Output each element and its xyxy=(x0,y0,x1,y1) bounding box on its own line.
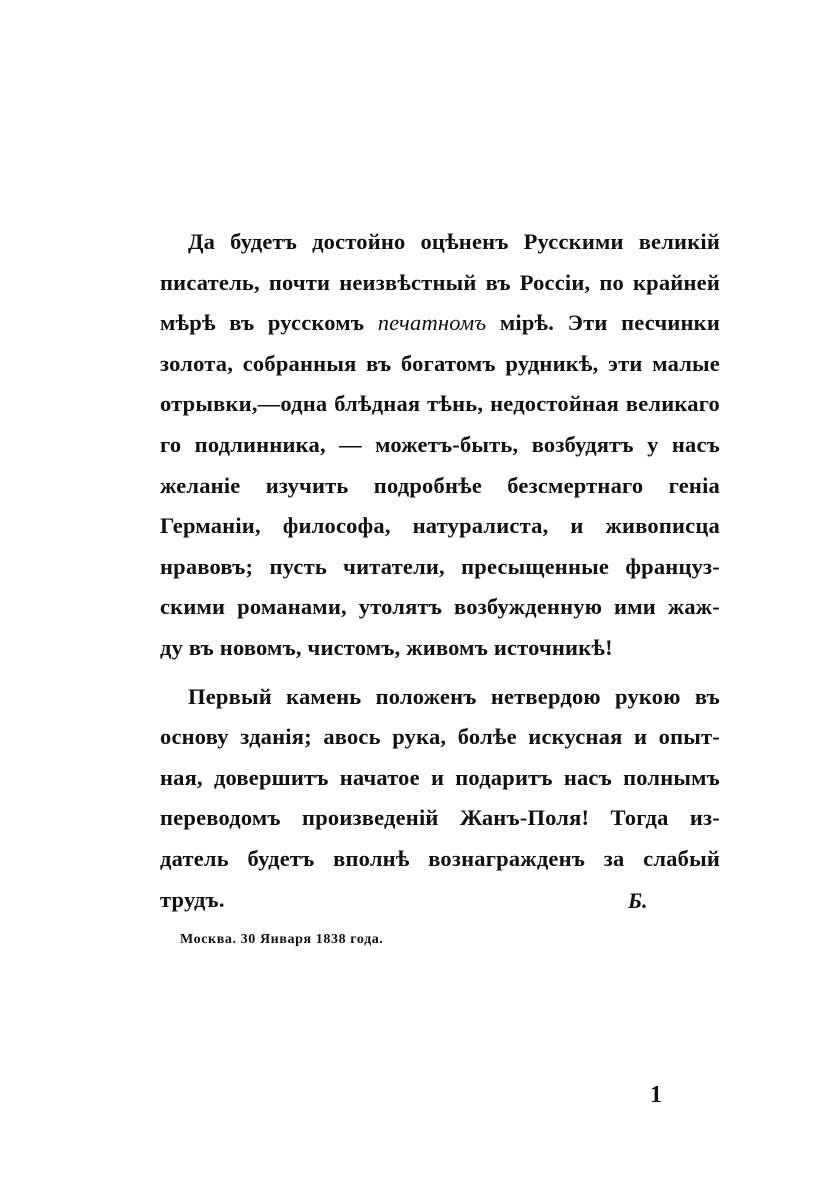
text-segment: мѣрѣ въ русскомъ xyxy=(160,310,378,336)
text-segment: мірѣ. Эти песчинки xyxy=(486,310,720,336)
text-line: нравовъ; пусть читатели, пресыщенные француз- xyxy=(160,553,720,579)
dateline: Москва. 30 Января 1838 года. xyxy=(180,932,384,947)
signature: Б. xyxy=(628,888,648,913)
main-text xyxy=(160,222,720,920)
text-line: переводомъ произведеній Жанъ-Поля! Тогда из- xyxy=(160,805,720,831)
text-line: основу зданія; авось рука, болѣе искусная и опыт- xyxy=(160,724,720,750)
text-line: отрывки,—одна блѣдная тѣнь, недостойная великаго xyxy=(160,391,720,417)
text-line: Первый камень положенъ нетвердою рукою въ xyxy=(188,683,720,709)
text-line: го подлинника, — можетъ-быть, возбудятъ у насъ xyxy=(160,431,720,457)
text-line xyxy=(160,303,720,344)
text-line: золота, собранныя въ богатомъ рудникѣ, эти малые xyxy=(160,350,720,376)
paragraph-1 xyxy=(160,222,720,669)
page-number: 1 xyxy=(650,1082,662,1108)
text-line: ная, довершитъ начатое и подаритъ насъ полнымъ xyxy=(160,764,720,790)
text-line: трудъ. xyxy=(160,886,225,912)
text-line: датель будетъ вполнѣ вознагражденъ за слабый xyxy=(160,845,720,871)
text-line: Да будетъ достойно оцѣненъ Русскими великій xyxy=(188,229,720,254)
italic-text-segment: печатномъ xyxy=(377,310,487,336)
paragraph-2 xyxy=(160,677,720,921)
text-line: скими романами, утолятъ возбужденную ими жаж- xyxy=(160,594,720,620)
text-line: желаніе изучить подробнѣе безсмертнаго геніа xyxy=(160,472,720,498)
text-line: Германіи, философа, натуралиста, и живописца xyxy=(160,513,720,539)
paragraph-gap xyxy=(160,669,720,677)
text-line: ду въ новомъ, чистомъ, живомъ источникѣ! xyxy=(160,634,613,660)
text-line: писатель, почти неизвѣстный въ Россіи, по крайней xyxy=(160,269,720,295)
